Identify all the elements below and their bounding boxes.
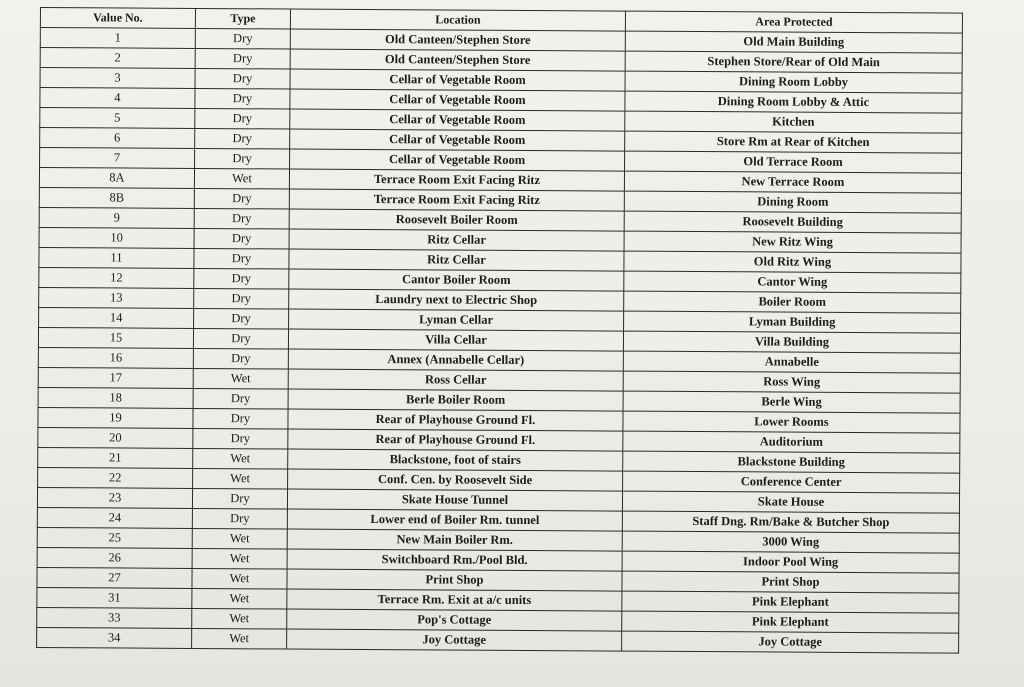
cell-value-no: 13 — [39, 287, 194, 308]
cell-location: Villa Cellar — [288, 329, 623, 351]
cell-location: Terrace Room Exit Facing Ritz — [289, 189, 624, 211]
cell-type: Wet — [193, 468, 288, 489]
cell-area-protected: Dining Room Lobby — [625, 71, 962, 93]
cell-value-no: 12 — [39, 267, 194, 288]
cell-value-no: 10 — [39, 227, 194, 248]
cell-area-protected: Staff Dng. Rm/Bake & Butcher Shop — [622, 511, 959, 533]
cell-type: Dry — [194, 268, 289, 289]
cell-location: Cellar of Vegetable Room — [290, 149, 625, 171]
cell-area-protected: 3000 Wing — [622, 531, 959, 553]
cell-type: Dry — [192, 488, 287, 509]
cell-type: Dry — [195, 88, 290, 109]
cell-type: Wet — [192, 528, 287, 549]
cell-location: Pop's Cottage — [287, 609, 622, 631]
cell-type: Wet — [192, 608, 287, 629]
header-location: Location — [290, 9, 625, 31]
cell-location: Terrace Rm. Exit at a/c units — [287, 589, 622, 611]
header-area-protected: Area Protected — [625, 11, 962, 33]
cell-value-no: 3 — [40, 68, 195, 89]
cell-value-no: 33 — [37, 607, 192, 628]
cell-area-protected: Annabelle — [623, 351, 960, 373]
cell-type: Wet — [194, 168, 289, 189]
header-type: Type — [195, 8, 290, 29]
cell-value-no: 25 — [37, 527, 192, 548]
cell-value-no: 20 — [38, 427, 193, 448]
cell-value-no: 18 — [38, 387, 193, 408]
cell-location: Cellar of Vegetable Room — [290, 129, 625, 151]
cell-area-protected: Auditorium — [623, 431, 960, 453]
cell-type: Dry — [195, 28, 290, 49]
cell-type: Wet — [192, 628, 287, 649]
cell-type: Dry — [195, 148, 290, 169]
cell-area-protected: Kitchen — [625, 111, 962, 133]
cell-location: Cellar of Vegetable Room — [290, 89, 625, 111]
cell-location: Berle Boiler Room — [288, 389, 623, 411]
cell-value-no: 11 — [39, 247, 194, 268]
cell-location: Ritz Cellar — [289, 249, 624, 271]
cell-location: Ritz Cellar — [289, 229, 624, 251]
cell-location: Terrace Room Exit Facing Ritz — [289, 169, 624, 191]
cell-location: Annex (Annabelle Cellar) — [288, 349, 623, 371]
cell-location: Rear of Playhouse Ground Fl. — [288, 409, 623, 431]
cell-area-protected: Dining Room — [624, 191, 961, 213]
cell-type: Dry — [195, 68, 290, 89]
cell-value-no: 8A — [39, 168, 194, 189]
cell-value-no: 2 — [40, 48, 195, 69]
cell-location: Lower end of Boiler Rm. tunnel — [287, 509, 622, 531]
cell-location: Conf. Cen. by Roosevelt Side — [288, 469, 623, 491]
cell-value-no: 27 — [37, 567, 192, 588]
cell-area-protected: Old Terrace Room — [625, 151, 962, 173]
cell-area-protected: Indoor Pool Wing — [622, 551, 959, 573]
cell-location: Old Canteen/Stephen Store — [290, 29, 625, 51]
cell-area-protected: Blackstone Building — [623, 451, 960, 473]
cell-location: Lyman Cellar — [289, 309, 624, 331]
cell-type: Dry — [194, 248, 289, 269]
cell-area-protected: Print Shop — [622, 571, 959, 593]
cell-value-no: 31 — [37, 587, 192, 608]
cell-type: Dry — [194, 228, 289, 249]
cell-value-no: 15 — [38, 327, 193, 348]
cell-type: Dry — [193, 408, 288, 429]
cell-area-protected: Conference Center — [623, 471, 960, 493]
cell-location: Blackstone, foot of stairs — [288, 449, 623, 471]
cell-location: Rear of Playhouse Ground Fl. — [288, 429, 623, 451]
table-body — [37, 28, 963, 654]
cell-area-protected: Roosevelt Building — [624, 211, 961, 233]
cell-location: Laundry next to Electric Shop — [289, 289, 624, 311]
cell-area-protected: Store Rm at Rear of Kitchen — [625, 131, 962, 153]
cell-area-protected: Old Ritz Wing — [624, 251, 961, 273]
cell-type: Wet — [192, 568, 287, 589]
cell-type: Dry — [193, 428, 288, 449]
cell-type: Wet — [193, 448, 288, 469]
cell-value-no: 1 — [40, 28, 195, 49]
cell-type: Dry — [194, 308, 289, 329]
cell-area-protected: Villa Building — [623, 331, 960, 353]
valve-table-container — [36, 7, 962, 654]
cell-area-protected: Berle Wing — [623, 391, 960, 413]
cell-value-no: 4 — [40, 88, 195, 109]
cell-area-protected: Lower Rooms — [623, 411, 960, 433]
cell-value-no: 23 — [37, 487, 192, 508]
cell-value-no: 5 — [40, 108, 195, 129]
cell-value-no: 22 — [38, 467, 193, 488]
cell-type: Dry — [195, 108, 290, 129]
cell-area-protected: Joy Cottage — [622, 631, 959, 653]
cell-location: Skate House Tunnel — [287, 489, 622, 511]
cell-value-no: 26 — [37, 547, 192, 568]
cell-area-protected: Dining Room Lobby & Attic — [625, 91, 962, 113]
cell-type: Wet — [193, 368, 288, 389]
cell-type: Dry — [194, 188, 289, 209]
cell-area-protected: Ross Wing — [623, 371, 960, 393]
cell-location: Roosevelt Boiler Room — [289, 209, 624, 231]
cell-area-protected: Cantor Wing — [624, 271, 961, 293]
header-value-no: Value No. — [40, 8, 195, 29]
cell-type: Dry — [195, 128, 290, 149]
cell-area-protected: New Terrace Room — [624, 171, 961, 193]
cell-value-no: 9 — [39, 207, 194, 228]
cell-value-no: 16 — [38, 347, 193, 368]
cell-value-no: 19 — [38, 407, 193, 428]
cell-area-protected: Stephen Store/Rear of Old Main — [625, 51, 962, 73]
cell-area-protected: New Ritz Wing — [624, 231, 961, 253]
cell-type: Dry — [194, 208, 289, 229]
cell-area-protected: Old Main Building — [625, 31, 962, 53]
cell-value-no: 8B — [39, 187, 194, 208]
cell-type: Dry — [193, 388, 288, 409]
cell-area-protected: Lyman Building — [624, 311, 961, 333]
cell-type: Wet — [192, 548, 287, 569]
cell-value-no: 6 — [40, 128, 195, 149]
cell-value-no: 21 — [38, 447, 193, 468]
cell-value-no: 14 — [39, 307, 194, 328]
cell-location: Ross Cellar — [288, 369, 623, 391]
cell-location: Cantor Boiler Room — [289, 269, 624, 291]
cell-type: Dry — [194, 288, 289, 309]
cell-area-protected: Skate House — [622, 491, 959, 513]
cell-location: Print Shop — [287, 569, 622, 591]
cell-location: Switchboard Rm./Pool Bld. — [287, 549, 622, 571]
cell-location: Old Canteen/Stephen Store — [290, 49, 625, 71]
cell-location: Joy Cottage — [287, 629, 622, 651]
cell-location: Cellar of Vegetable Room — [290, 109, 625, 131]
cell-value-no: 17 — [38, 367, 193, 388]
cell-type: Dry — [193, 328, 288, 349]
cell-value-no: 7 — [40, 148, 195, 169]
cell-location: New Main Boiler Rm. — [287, 529, 622, 551]
cell-area-protected: Pink Elephant — [622, 611, 959, 633]
cell-location: Cellar of Vegetable Room — [290, 69, 625, 91]
cell-area-protected: Pink Elephant — [622, 591, 959, 613]
cell-value-no: 24 — [37, 507, 192, 528]
valve-table — [36, 7, 963, 654]
cell-type: Dry — [195, 48, 290, 69]
cell-value-no: 34 — [37, 627, 192, 648]
cell-type: Wet — [192, 588, 287, 609]
cell-area-protected: Boiler Room — [624, 291, 961, 313]
cell-type: Dry — [192, 508, 287, 529]
cell-type: Dry — [193, 348, 288, 369]
